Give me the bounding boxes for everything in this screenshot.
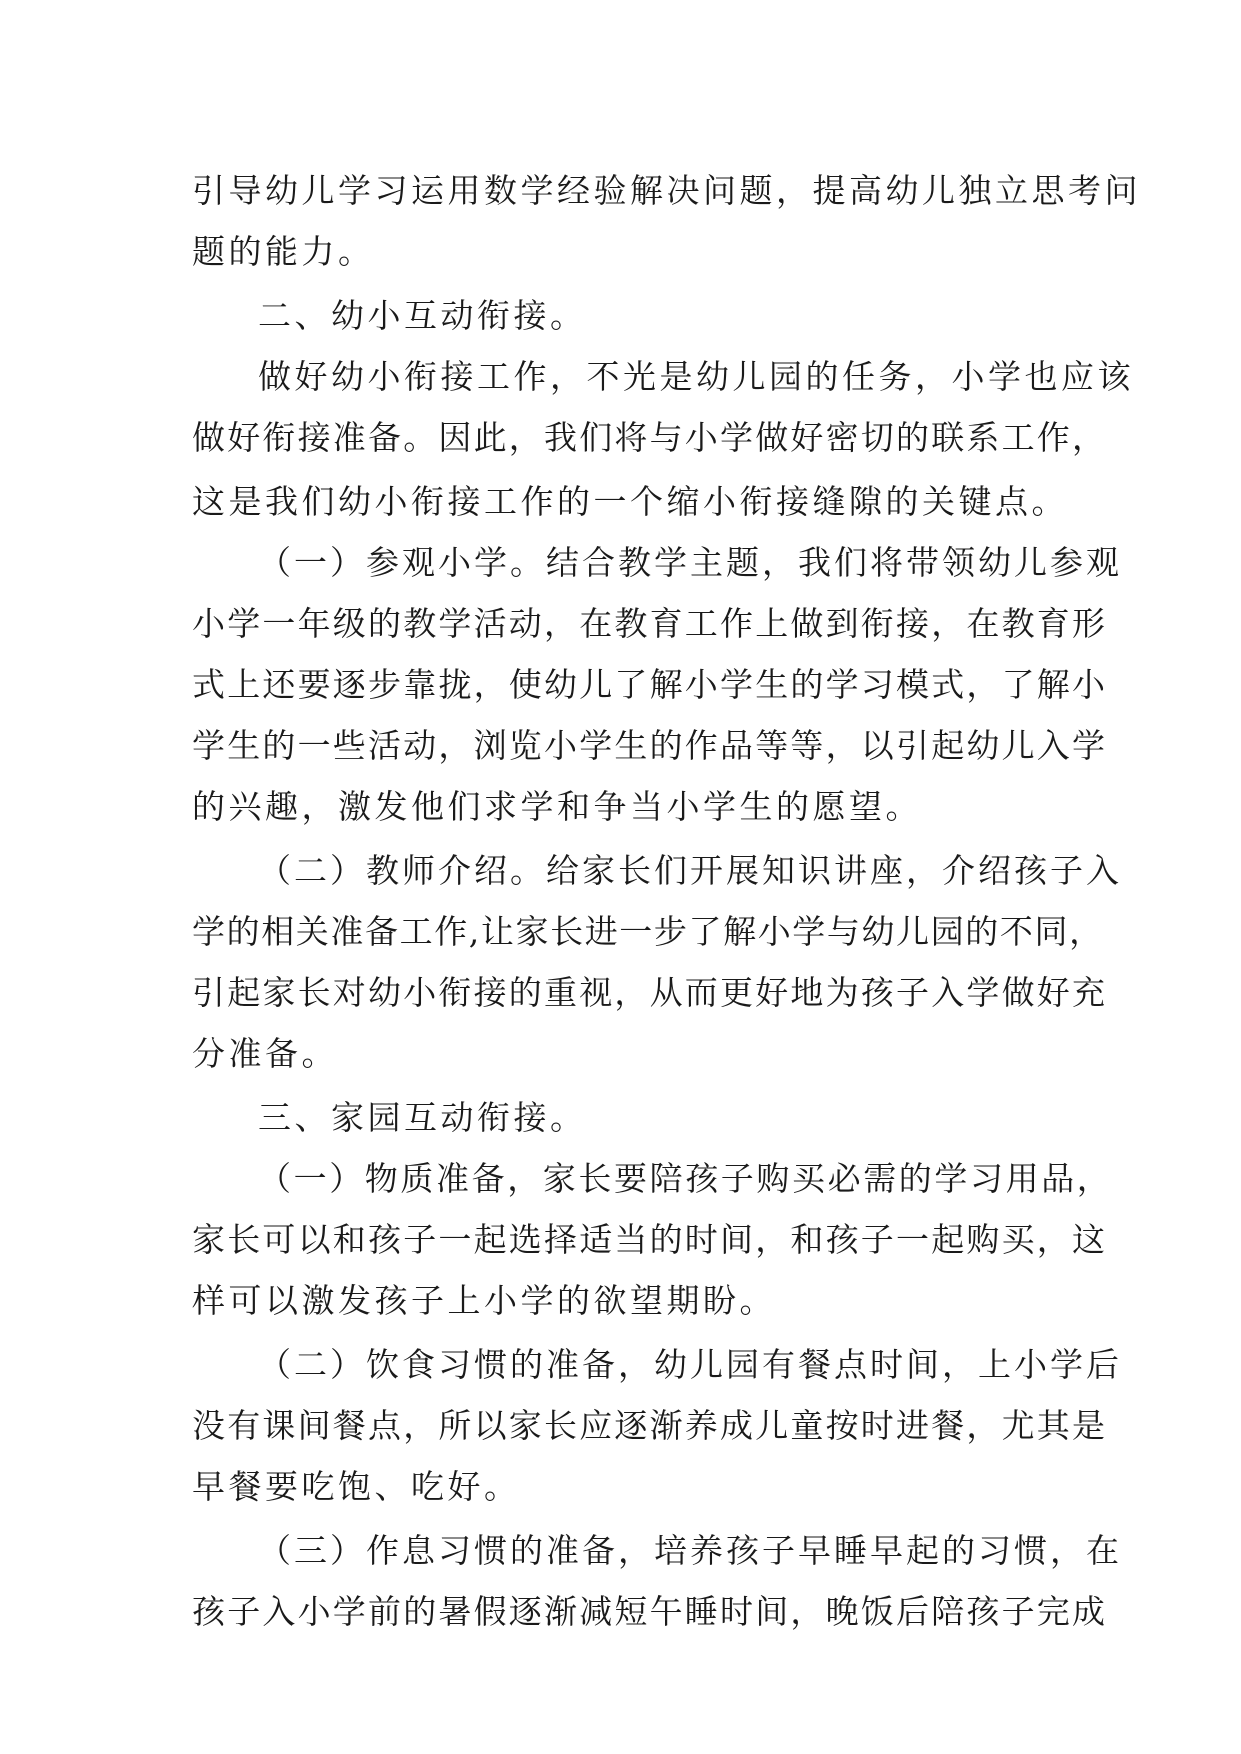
text-line: 早餐要吃饱、吃好。	[192, 1467, 521, 1506]
text-line: 二、幼小互动衔接。	[258, 296, 587, 335]
text-line: 这是我们幼小衔接工作的一个缩小衔接缝隙的关键点。	[192, 482, 1068, 521]
text-line: 做好衔接准备。因此，我们将与小学做好密切的联系工作，	[192, 418, 1108, 457]
text-line: （二）教师介绍。给家长们开展知识讲座，介绍孩子入	[258, 851, 1122, 890]
text-line: 题的能力。	[192, 232, 375, 271]
text-line: 引导幼儿学习运用数学经验解决问题，提高幼儿独立思考问	[192, 171, 1141, 210]
text-line: 引起家长对幼小衔接的重视，从而更好地为孩子入学做好充	[192, 973, 1108, 1012]
text-line: 学生的一些活动，浏览小学生的作品等等，以引起幼儿入学	[192, 726, 1108, 765]
text-line: 三、家园互动衔接。	[258, 1098, 587, 1137]
text-line: 的兴趣，激发他们求学和争当小学生的愿望。	[192, 787, 922, 826]
text-line: 做好幼小衔接工作，不光是幼儿园的任务，小学也应该	[258, 357, 1134, 396]
text-line: （一）物质准备，家长要陪孩子购买必需的学习用品，	[258, 1159, 1113, 1198]
text-line: 式上还要逐步靠拢，使幼儿了解小学生的学习模式，了解小	[192, 665, 1108, 704]
text-line: 孩子入小学前的暑假逐渐减短午睡时间，晚饭后陪孩子完成	[192, 1592, 1108, 1631]
text-line: 学的相关准备工作,让家长进一步了解小学与幼儿园的不同，	[192, 912, 1104, 951]
text-line: 小学一年级的教学活动，在教育工作上做到衔接，在教育形	[192, 604, 1108, 643]
text-line: 没有课间餐点，所以家长应逐渐养成儿童按时进餐，尤其是	[192, 1406, 1108, 1445]
text-line: 样可以激发孩子上小学的欲望期盼。	[192, 1281, 776, 1320]
document-body	[192, 160, 1141, 1642]
text-line: （一）参观小学。结合教学主题，我们将带领幼儿参观	[258, 543, 1122, 582]
text-line: 分准备。	[192, 1034, 338, 1073]
text-line: （二）饮食习惯的准备，幼儿园有餐点时间，上小学后	[258, 1345, 1122, 1384]
text-line: 家长可以和孩子一起选择适当的时间，和孩子一起购买，这	[192, 1220, 1108, 1259]
text-line: （三）作息习惯的准备，培养孩子早睡早起的习惯，在	[258, 1531, 1122, 1570]
